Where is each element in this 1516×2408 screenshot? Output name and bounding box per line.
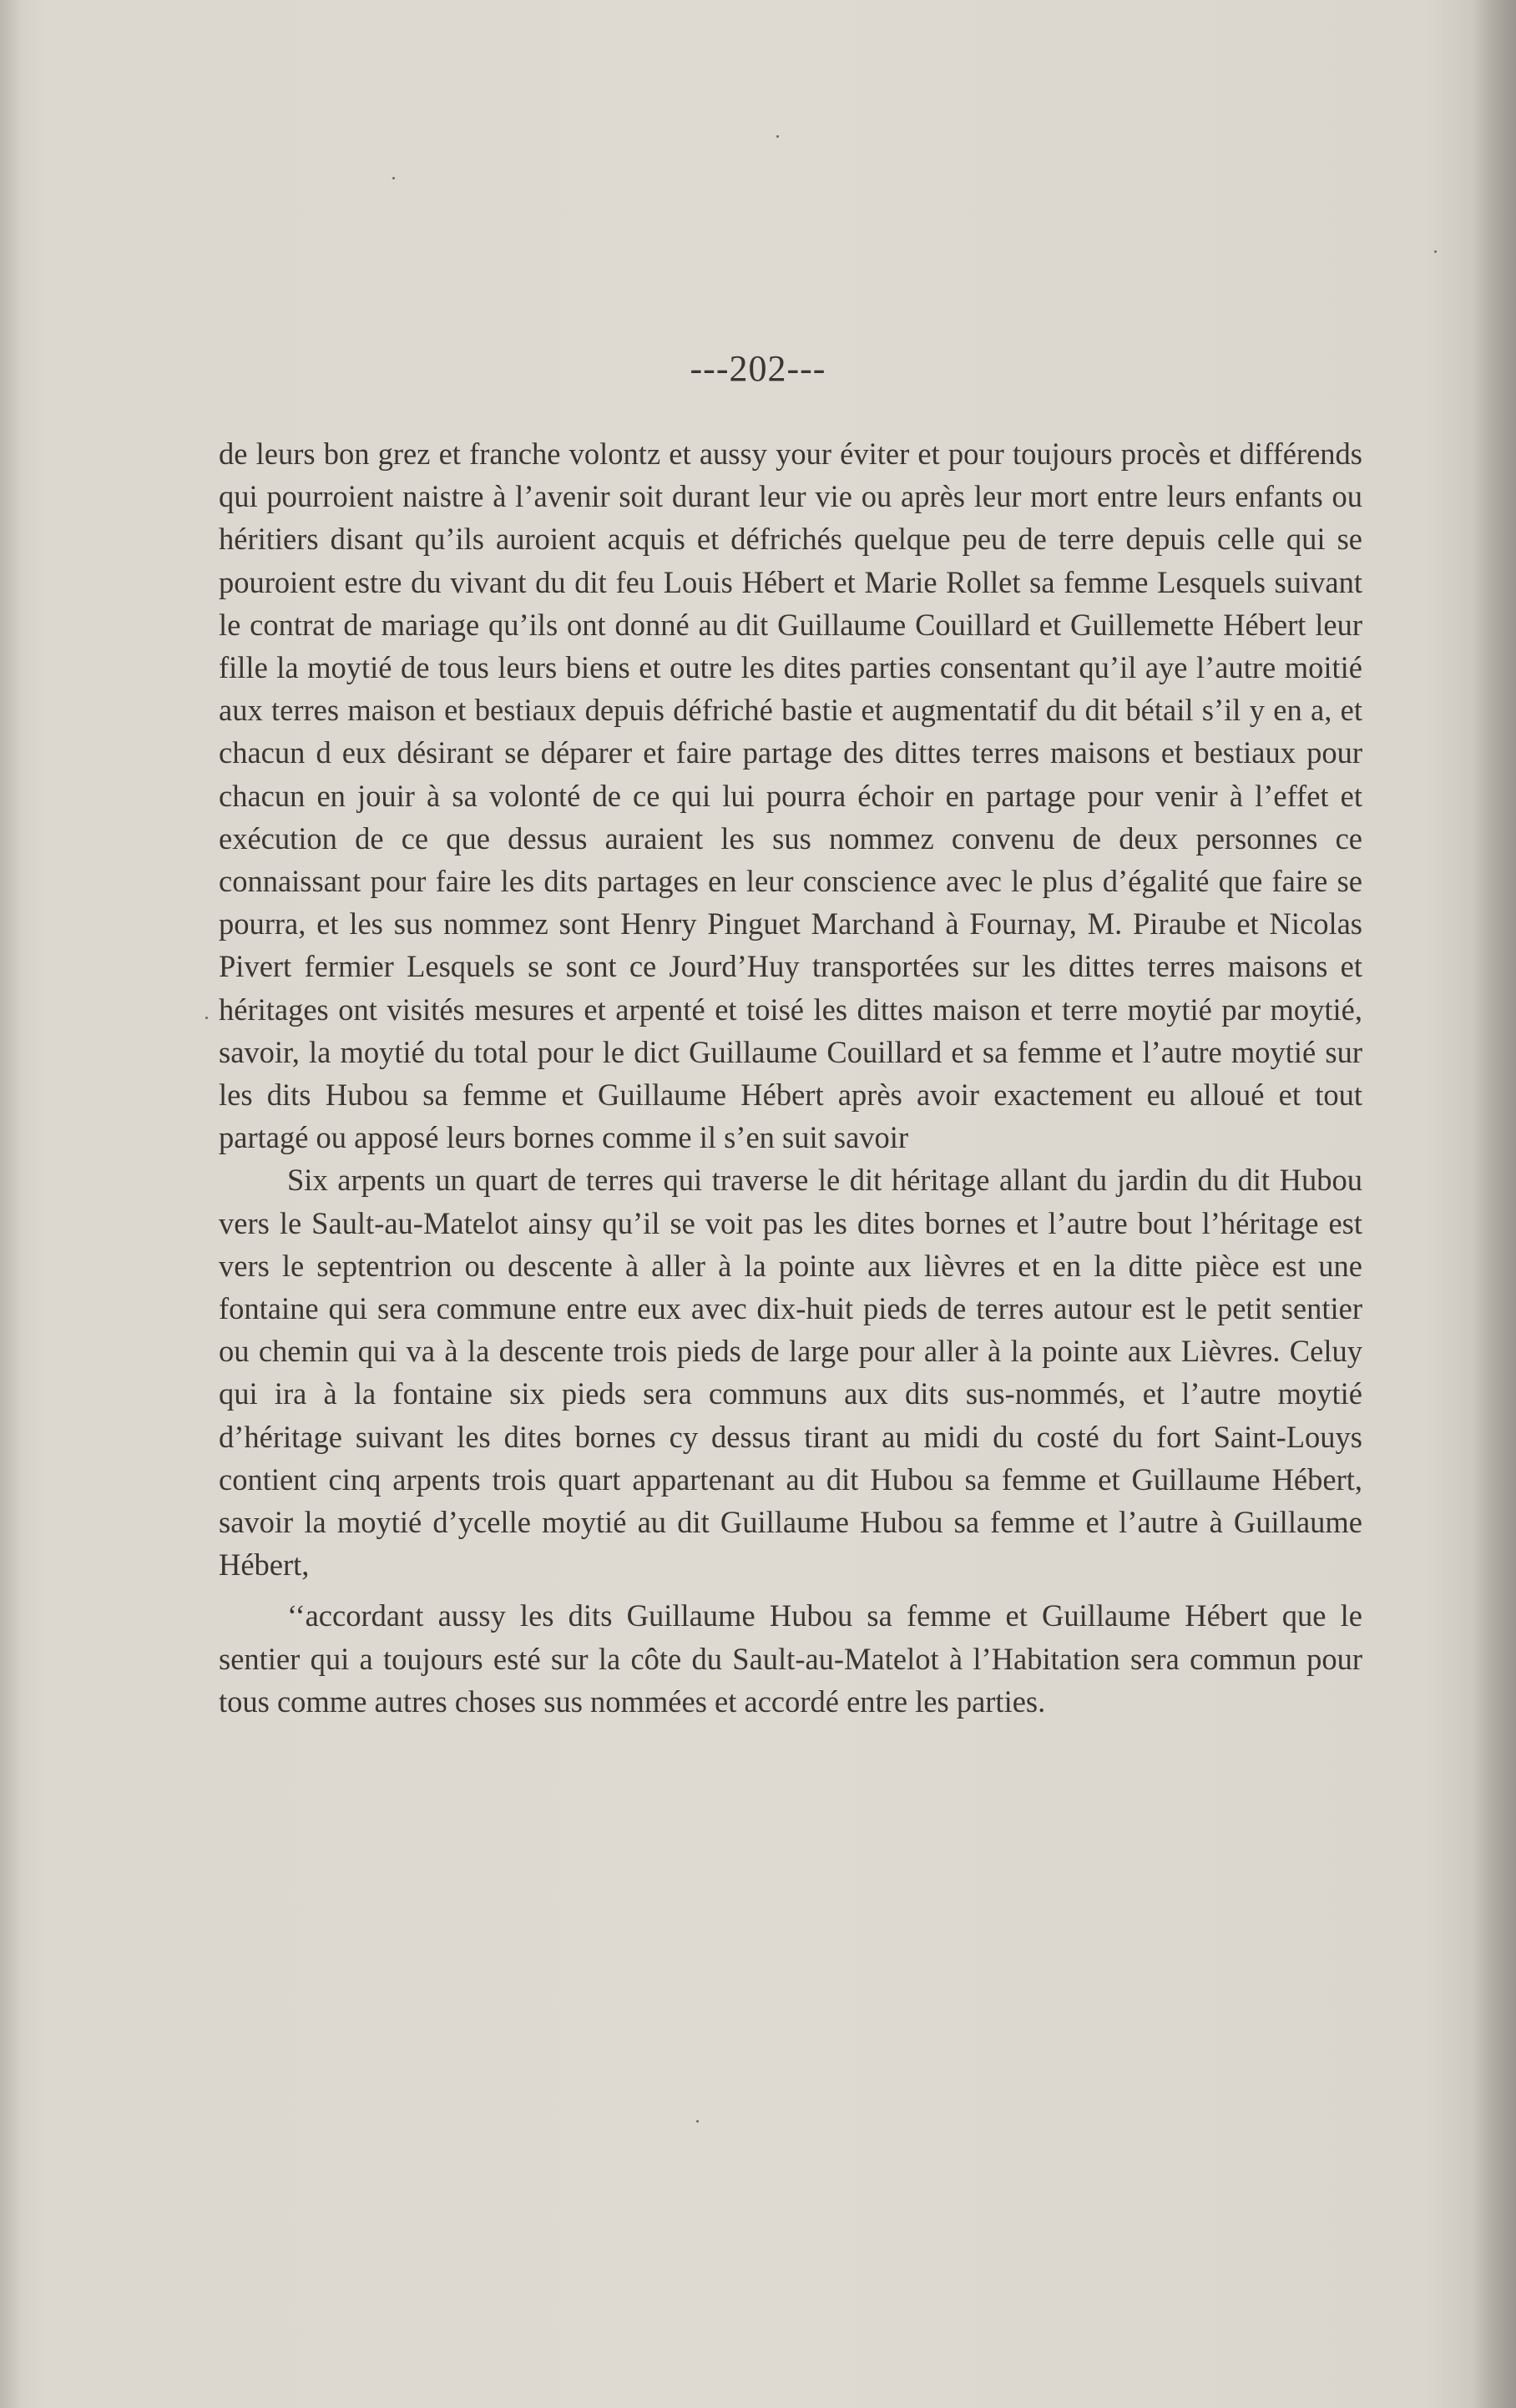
paper-speck xyxy=(392,177,395,179)
paper-speck xyxy=(696,2120,699,2123)
paper-speck xyxy=(776,135,779,138)
paragraph: de leurs bon grez et franche volontz et aussy your éviter et pour toujours procès et différends qui pourroient naistre à l’avenir soit durant leur vie ou après leur mort entre leurs enfants ou héritiers disant qu’ils auroient acquis et défrichés quelque peu de terre depuis celle qui se pouroient estre du vivant du dit feu Louis Hébert et Marie Rollet sa femme Lesquels suivant le contrat de mariage qu’ils ont donné au dit Guillaume Couillard et Guillemette Hébert leur fille la moytié de tous leurs biens et outre les dites parties consentant qu’il aye l’autre moitié aux terres maison et bestiaux depuis défriché bastie et augmentatif du dit bétail s’il y en a, et chacun d eux désirant se déparer et faire partage des dittes terres maisons et bestiaux pour chacun en jouir à sa volonté de ce qui lui pourra échoir en partage pour venir à l’effet et exécution de ce que dessus auraient les sus nommez convenu de deux personnes ce connaissant pour faire les dits partages en leur conscience avec le plus d’égalité que faire se pourra, et les sus nommez sont Henry Pinguet Marchand à Fournay, M. Piraube et Nicolas Pivert fermier Lesquels se sont ce Jourd’Huy transportées sur les dittes terres maisons et héritages ont visités mesures et arpenté et toisé les dittes maison et terre moytié par moytié, savoir, la moytié du total pour le dict Guillaume Couillard et sa femme et l’autre moytié sur les dits Hubou sa femme et Guillaume Hébert après avoir exactement eu alloué et tout partagé ou apposé leurs bornes comme il s’en suit savoir xyxy=(219,437,1362,1155)
paper-speck xyxy=(205,1017,208,1019)
paragraph: ‘‘accordant aussy les dits Guillaume Hubou sa femme et Guillaume Hébert que le sentier qui a toujours esté sur la côte du Sault-au-Matelot à l’Habitation sera commun pour tous comme autres choses sus nommées et accordé entre les parties. xyxy=(219,1598,1362,1719)
paragraph: Six arpents un quart de terres qui traverse le dit héritage allant du jardin du dit Hubou vers le Sault-au-Matelot ainsy qu’il se voit pas les dites bornes et l’autre bout l’héritage est vers le septentrion ou descente à aller à la pointe aux lièvres et en la ditte pièce est une fontaine qui sera commune entre eux avec dix-huit pieds de terres autour est le petit sentier ou chemin qui va à la descente trois pieds de large pour aller à la pointe aux Lièvres. Celuy qui ira à la fontaine six pieds sera communs aux dits sus-nommés, et l’autre moytié d’héritage suivant les dites bornes cy dessus tirant au midi du costé du fort Saint-Louys contient cinq arpents trois quart appartenant au dit Hubou sa femme et Guillaume Hébert, savoir la moytié d’ycelle moytié au dit Guillaume Hubou sa femme et l’autre à Guillaume Hébert, xyxy=(219,1163,1362,1583)
body-text xyxy=(219,432,1362,1723)
page-number: ---202--- xyxy=(690,348,826,389)
paper-speck xyxy=(1434,250,1437,253)
